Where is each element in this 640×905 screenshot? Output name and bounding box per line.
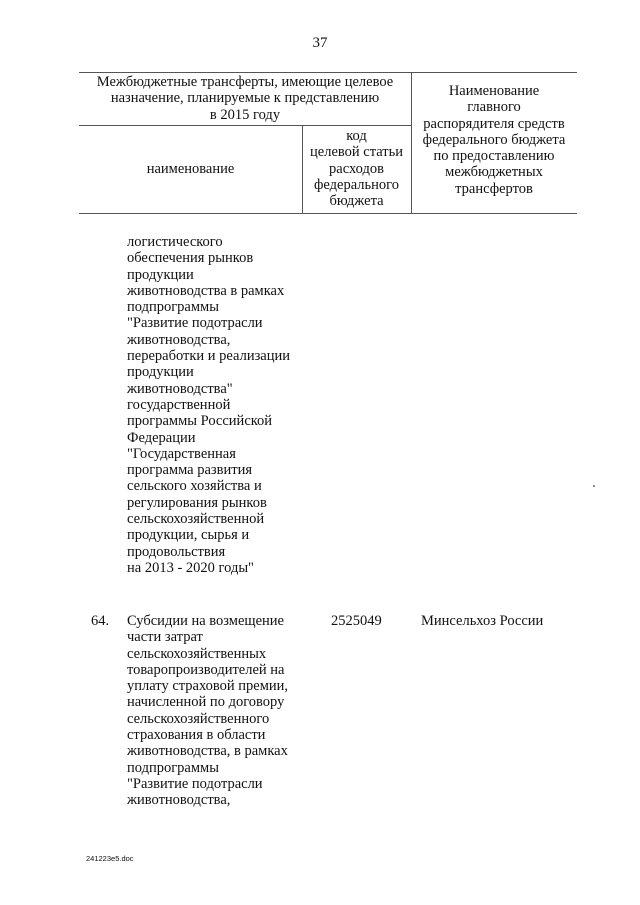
- header-name-column: наименование: [146, 161, 235, 177]
- row-64-distributor: Минсельхоз России: [421, 613, 544, 629]
- header-group-rule: [79, 125, 411, 126]
- header-code-column: код целевой статьи расходов федерального бюджета: [310, 128, 403, 210]
- header-group-title: Межбюджетные трансферты, имеющие целевое назначение, планируемые к представлению в 2015 году: [96, 74, 394, 123]
- header-top-rule: [79, 72, 577, 73]
- header-bottom-rule: [79, 213, 577, 214]
- scan-speck: [593, 485, 595, 487]
- row-continuation-name: логистического обеспечения рынков продукции животноводства в рамках подпрограммы "Развитие подотрасли животноводства, переработки и реализации продукции животноводства" государственной программы Российской Федерации "Государственная программа развития сельского хозяйства и регулирования рынков сельскохозяйственной продукции, сырья и продовольствия на 2013 - 2020 годы": [127, 234, 291, 576]
- footer-filename: 241223e5.doc: [86, 854, 134, 863]
- header-distributor-column: Наименование главного распорядителя средств федерального бюджета по предоставлению межбюджетных трансфертов: [422, 83, 566, 197]
- row-64-name: Субсидии на возмещение части затрат сельскохозяйственных товаропроизводителей на уплату страховой премии, начисленной по договору сельскохозяйственного страхования в области животноводства, в рамках подпрограммы "Развитие подотрасли животноводства,: [127, 613, 289, 809]
- row-64-code: 2525049: [331, 613, 382, 629]
- row-64-number: 64.: [91, 613, 110, 629]
- page-number: 37: [312, 35, 328, 51]
